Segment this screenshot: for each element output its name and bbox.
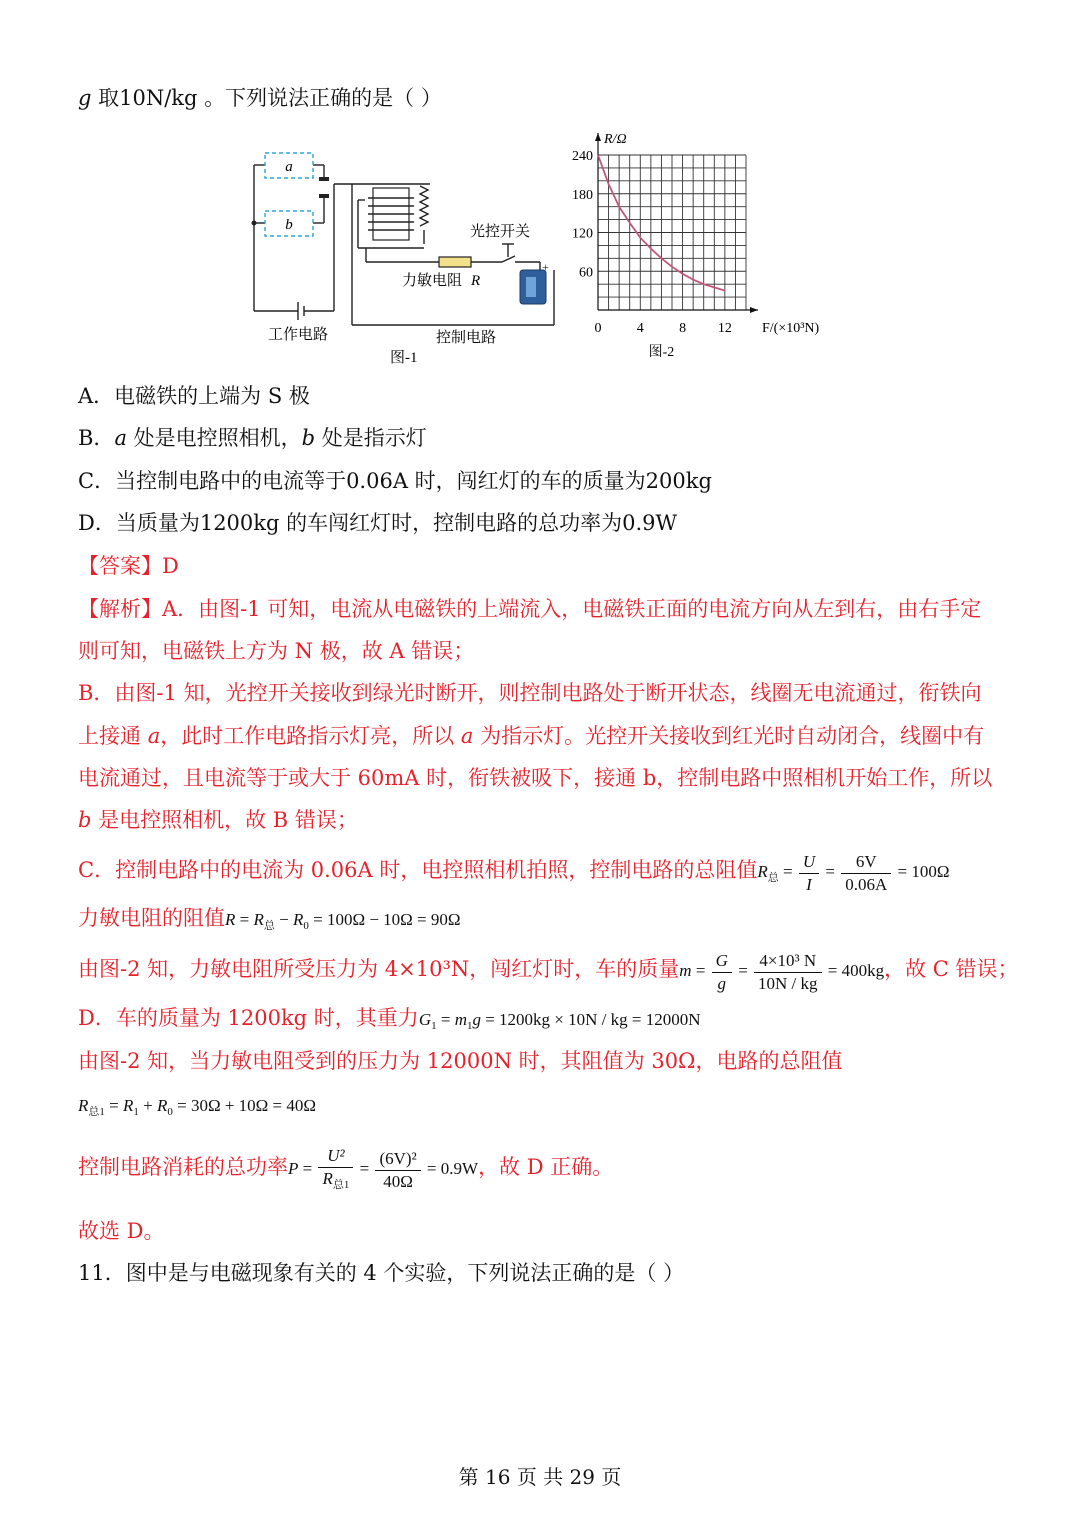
d1-text: D．车的质量为 1200kg 时，其重力 — [78, 1006, 419, 1030]
c1-result: = 100Ω — [897, 862, 950, 881]
x-tick-0: 0 — [594, 321, 602, 336]
figure-1-circuit — [240, 140, 570, 370]
analysis-p3: B．由图-1 知，光控开关接收到绿光时断开，则控制电路处于断开状态，线圈无电流通过，衔铁向 — [78, 681, 982, 705]
d4-num1: U² — [318, 1145, 353, 1168]
analysis-p2: 则可知，电磁铁上方为 N 极，故 A 错误； — [78, 639, 475, 663]
d1-formula: $G_1 = m_1g = 1200kg \times 10N$ / kg = 12000N — [418, 1010, 701, 1032]
y-axis-arrow — [595, 133, 601, 141]
option-a: A．电磁铁的上端为 S 极 — [78, 384, 310, 408]
c2-eq: = 100Ω − 10Ω = 90Ω — [313, 910, 461, 929]
analysis-p6 — [78, 806, 358, 834]
d4-num2: (6V)² — [375, 1148, 420, 1171]
d4-formula: P = $\frac{\text{U²}}{R_{总1}}$ = $\frac{\text{(6V)²}}{40\Omega}$ = 0.9W — [288, 1145, 479, 1191]
analysis-d4 — [78, 1141, 613, 1196]
x-axis-arrow — [750, 307, 758, 313]
p4-a: a — [147, 724, 161, 748]
d3-formula: $R_{总1} = R_1 + R_0 = 30\Omega + 10\Omega = 40\Omega$ — [78, 1096, 317, 1118]
resistor-symbol: R — [471, 273, 481, 289]
y-axis-label: R/Ω — [604, 132, 627, 147]
battery-plus: + — [542, 260, 549, 274]
resistor-label: 力敏电阻 — [402, 273, 463, 289]
d4-end: ，故 D 正确。 — [478, 1155, 614, 1179]
option-b-a: a — [114, 426, 127, 450]
p6-b: b — [78, 808, 92, 832]
c1-num2: 6V — [841, 851, 891, 874]
x-tick-12: 12 — [717, 321, 732, 336]
next-question: 11．图中是与电磁现象有关的 4 个实验，下列说法正确的是（ ） — [78, 1261, 685, 1285]
p4-text-2: ，此时工作电路指示灯亮，所以 — [160, 724, 461, 748]
analysis-d2: 由图-2 知，当力敏电阻受到的压力为 12000N 时，其阻值为 30Ω，电路的总阻值 — [78, 1049, 843, 1073]
figure-1-caption: 图-1 — [390, 350, 418, 366]
y-tick-240: 240 — [572, 149, 593, 164]
d3-eq: = 30Ω + 10Ω = 40Ω — [177, 1096, 317, 1115]
intro-line — [78, 84, 442, 112]
d4-text: 控制电路消耗的总功率 — [78, 1155, 288, 1179]
label-a: a — [285, 159, 293, 175]
option-d: D．当质量为1200kg 的车闯红灯时，控制电路的总功率为0.9W — [78, 511, 678, 535]
analysis-p5: 电流通过，且电流等于或大于 60mA 时，衔铁被吸下，接通 b，控制电路中照相机开始工作，所以 — [78, 766, 993, 790]
c1-den2: 0.06A — [845, 874, 888, 894]
c3-formula: m = $\frac{G}{g}$ = $\frac{\text{4×10³ N}}{10N / kg}$ = 400kg — [679, 950, 885, 993]
c3-den2: 10N / kg — [758, 973, 818, 993]
analysis-c3 — [78, 945, 1019, 995]
upper-contact — [319, 177, 329, 181]
analysis-d1 — [78, 1004, 701, 1040]
c1-den1: I — [806, 874, 812, 894]
d4-result: = 0.9W — [426, 1159, 479, 1178]
battery-highlight — [526, 277, 536, 297]
junction-node — [252, 221, 257, 226]
option-c: C．当控制电路中的电流等于0.06A 时，闯红灯的车的质量为200kg — [78, 469, 712, 493]
analysis-p1: 【解析】A．由图-1 可知，电流从电磁铁的上端流入，电磁铁正面的电流方向从左到右，由右手定 — [78, 597, 982, 621]
x-axis-label: F/(×10³N) — [762, 321, 820, 336]
switch-label: 光控开关 — [470, 224, 531, 240]
c3-end: ，故 C 错误； — [884, 957, 1019, 981]
x-tick-4: 4 — [636, 321, 644, 336]
option-b-prefix: B． — [78, 426, 115, 450]
y-tick-60: 60 — [579, 265, 593, 281]
p6-text: 是电控照相机，故 B 错误； — [91, 808, 358, 832]
analysis-c2 — [78, 904, 461, 940]
option-b-end: 处是指示灯 — [315, 426, 427, 450]
conclusion: 故选 D。 — [78, 1219, 165, 1243]
control-circuit-label: 控制电路 — [436, 330, 497, 346]
c2-formula: $R = R_总 - R_0 = 100\Omega - 10\Omega = 90\Omega$ — [225, 910, 461, 932]
figure-2-chart — [560, 128, 850, 368]
c1-formula: $R_总$ = $\frac{U}{I}$ = $\frac{6V}{0.06A}$ = 100Ω — [757, 851, 950, 894]
y-tick-120: 120 — [572, 226, 593, 242]
c3-text: 由图-2 知，力敏电阻所受压力为 4×10³N，闯红灯时，车的质量 — [78, 957, 680, 981]
c3-num2: 4×10³ N — [754, 950, 822, 973]
analysis-d3 — [78, 1090, 316, 1126]
option-b-b: b — [301, 426, 316, 450]
d4-den2: 40Ω — [383, 1171, 413, 1191]
analysis-c1 — [78, 846, 949, 902]
option-b — [78, 424, 427, 452]
option-b-mid: 处是电控照相机， — [126, 426, 302, 450]
force-resistor — [439, 257, 471, 267]
answer: 【答案】D — [78, 554, 179, 578]
c3-result: = 400kg — [827, 961, 885, 980]
analysis-p4 — [78, 722, 984, 750]
work-circuit-label: 工作电路 — [268, 327, 329, 343]
lower-contact — [319, 194, 329, 198]
figure-2-caption: 图-2 — [648, 345, 675, 360]
p4-a2: a — [460, 724, 474, 748]
intro-g: g — [78, 86, 92, 110]
d1-eq: = 1200kg × 10N / kg = 12000N — [485, 1010, 701, 1029]
c3-den1: g — [717, 973, 727, 993]
c2-text: 力敏电阻的阻值 — [78, 906, 225, 930]
label-b: b — [285, 217, 293, 233]
c3-num1: G — [712, 950, 732, 973]
p4-text-3: 为指示灯。光控开关接收到红光时自动闭合，线圈中有 — [473, 724, 985, 748]
p4-text-1: 上接通 — [78, 724, 148, 748]
page-footer: 第 16 页 共 29 页 — [458, 1465, 622, 1489]
y-tick-180: 180 — [572, 187, 593, 203]
x-tick-8: 8 — [679, 321, 687, 336]
c1-num1: U — [799, 851, 819, 874]
intro-text: 取10N/kg 。下列说法正确的是（ ） — [91, 86, 442, 110]
c1-text: C．控制电路中的电流为 0.06A 时，电控照相机拍照，控制电路的总阻值 — [78, 858, 758, 882]
